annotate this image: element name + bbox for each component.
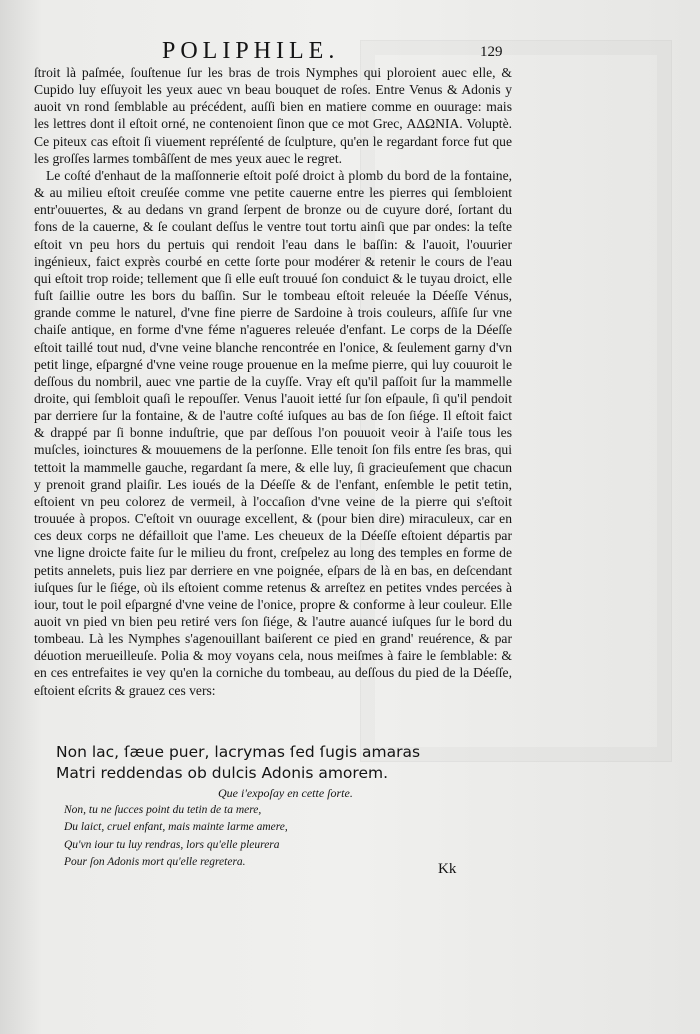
french-line: Du laict, cruel enfant, mais mainte larme amere, <box>64 821 288 834</box>
french-translation <box>64 802 424 872</box>
latin-line: Matri reddendas ob dulcis Adonis amorem. <box>56 764 389 782</box>
latin-line: Non lac, ſæue puer, lacrymas ſed ſugis amaras <box>56 743 421 761</box>
paragraph: Le coſté d'enhaut de la maſſonnerie eſtoit poſé droict à plomb du bord de la fontaine, & au milieu eſtoit creuſée comme vne petite cauerne entre les pierres qui ſembloient entr'ouuertes, & au dedans vn grand ſerpent de bronze ou de cuyure doré, ſortant du fons de la cauerne, & ſe coulant deſſus le ventre tout tortu ainſi que par ondes: la teſte eſtoit vn peu hors du pertuis qui rendoit l'eau dans le baſſin: & l'auoit, l'ouurier ingénieux, faict exprès courbé en cette ſorte pour modérer & retenir le cours de l'eau qui eſtoit trop roide; tellement que ſi elle euſt trouué ſon conduict & le tuyau droict, elle fuſt ſaillie outre les bors du baſſin. Sur le tombeau eſtoit releuée la Déeſſe Vénus, grande comme le naturel, d'vne fine pierre de Sardoine à trois couleurs, aſſiſe ſur vne chaiſe antique, en forme d'vne féme n'agueres releuée d'enfant. Le corps de la Déeſſe eſtoit taillé tout nud, d'vne veine blanche rencontrée en l'onice, & ſeulement garny d'vn petit linge, eſpargné d'vne veine rouge prouenue en la meſme pierre, qui luy couuroit le deſſous du nombril, auec vne partie de la cuyſſe. Vray eſt qu'il paſſoit ſur la mammelle droite, qui ſembloit quaſi le repouſſer. Venus l'auoit ietté ſur ſon eſpaule, ſi qu'il pendoit par derriere ſur la fontaine, & de l'autre coſté iuſques au bas de ſon ſiége. Il eſtoit faict & drappé par ſi bonne induſtrie, que par deſſous l'on pouuoit veoir à l'aiſe tous les muſcles, ioinctures & mouuemens de la perſonne. Elle tenoit ſon fils entre ſes bras, qui tettoit la mammelle gauche, regardant ſa mere, & elle luy, ſi gracieuſement que chacun y prenoit grand plaiſir. Les ioués de la Déeſſe & de l'enfant, enſemble le petit tetin, eſtoient vn peu colorez de vermeil, à l'occaſion d'vne veine de la pierre qui s'eſtoit trouuée à propos. C'eſtoit vn ouurage excellent, & (pour bien dire) miraculeux, car en ces deux corps ne défailloit que l'ame. Les cheueux de la Déeſſe eſtoient départis par vne ligne droicte faite ſur le milieu du front, creſpelez au long des temples en forme de petits annelets, puis liez par derriere en vne poignée, eſpars de là en bas, en deſcendant iuſques ſur le ſiége, où ils eſtoient comme retenus & arreſtez en petites vndes percées à iour, tout le poil eſpargné d'vne veine de l'onice, propre & conforme à leur couleur. Elle auoit vn pied vn bien peu retiré vers ſon ſiége, & l'autre auancé iuſques ſur le bord du tombeau. Là les Nymphes s'agenouillant baiſerent ce pied en grand' reuérence, & par déuotion merueilleuſe. Polia & moy voyans cela, nous meiſmes à faire le ſemblable: & en ces entrefaites ie vey qu'en la corniche du tombeau, au deſſous du pied de la Déeſſe, eſtoient eſcrits & grauez ces vers: <box>34 167 512 698</box>
page-number: 129 <box>480 44 503 60</box>
french-line: Qu'vn iour tu luy rendras, lors qu'elle pleurera <box>64 838 280 851</box>
signature-mark: Kk <box>438 861 457 877</box>
paragraph: ſtroit là paſmée, ſouſtenue ſur les bras de trois Nymphes qui ploroient auec elle, & Cupido luy eſſuyoit les yeux auec vn beau bouquet de roſes. Entre Venus & Adonis y auoit vn rond ſemblable au précédent, auſſi bien en matiere comme en ouurage: mais les lettres dont il eſtoit orné, ne contenoient ſinon que ce mot Grec, ΑΔΩΝΙΑ. Voluptè. Ce piteux cas eſtoit ſi viuement repréſenté de ſculpture, qu'en le regardant force fut que les groſſes larmes tombâſſent de mes yeux auec le regret. <box>34 65 512 166</box>
latin-inscription <box>56 742 526 784</box>
running-head: POLIPHILE. <box>162 38 340 64</box>
body-text <box>34 64 512 699</box>
french-line: Pour ſon Adonis mort qu'elle regretera. <box>64 856 246 869</box>
french-line: Non, tu ne ſucces point du tetin de ta mere, <box>64 804 262 816</box>
translation-heading: Que i'expoſay en cette ſorte. <box>218 786 353 800</box>
